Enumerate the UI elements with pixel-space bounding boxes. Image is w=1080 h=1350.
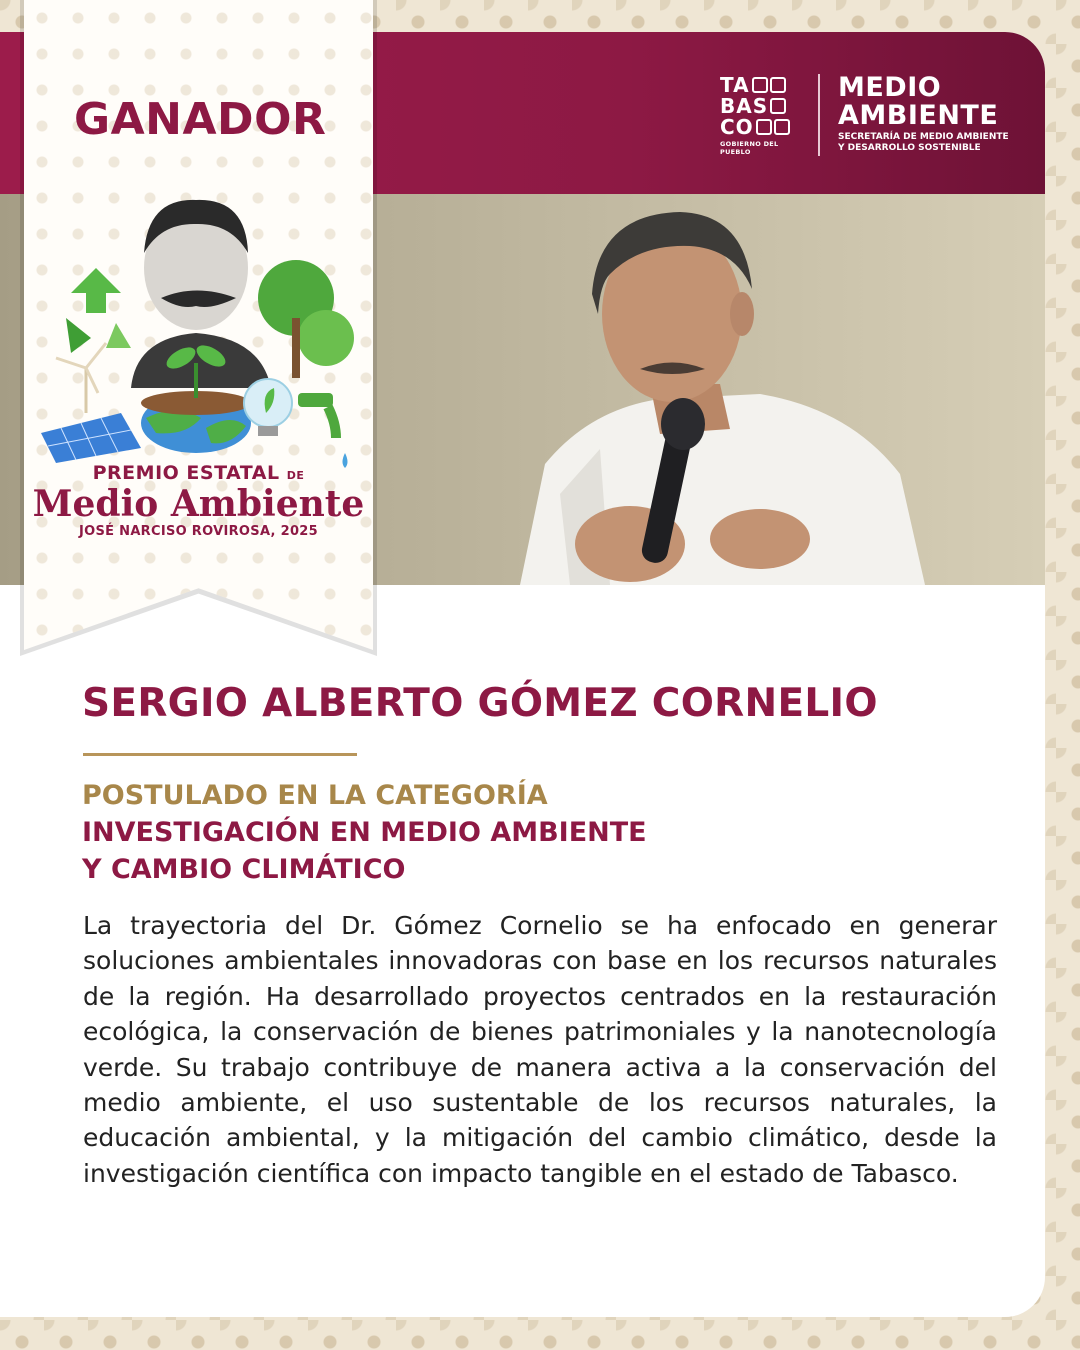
tabasco-logo-subtitle: GOBIERNO DEL PUEBLO — [720, 140, 779, 156]
award-title-line1: PREMIO ESTATAL DE — [92, 462, 305, 484]
divider-rule — [83, 753, 357, 756]
pattern-tile-icon — [752, 77, 768, 93]
pattern-tile-icon — [770, 98, 786, 114]
winner-name: SERGIO ALBERTO GÓMEZ CORNELIO — [82, 681, 878, 726]
pattern-tile-icon — [774, 119, 790, 135]
winner-bio: La trayectoria del Dr. Gómez Cornelio se ha enfocado en generar soluciones ambientales innovadoras con base en los recursos naturales de la región. Ha desarrollado proyectos centrados en la restauración ecológica, la conservación de bienes patrimoniales y la nanotecnología verde. Su trabajo contribuye de manera activa a la conservación del medio ambiente, el uso sustentable de los recursos naturales, la educación ambiental, y la mitigación del cambio climático, desde la investigación científica con impacto tangible en el estado de Tabasco. — [83, 911, 997, 1188]
secretaria-line1: SECRETARÍA DE MEDIO AMBIENTE — [838, 132, 1009, 142]
category-line3: Y CAMBIO CLIMÁTICO — [82, 854, 406, 885]
government-logos — [720, 74, 1009, 154]
winner-badge: GANADOR — [74, 94, 327, 145]
pattern-tile-icon — [770, 77, 786, 93]
award-illustration-icon — [36, 198, 361, 468]
tabasco-logo — [720, 74, 804, 156]
award-title-line3: JOSÉ NARCISO ROVIROSA, 2025 — [78, 524, 318, 539]
logo-divider — [818, 74, 820, 156]
award-title-line2: Medio Ambiente — [32, 483, 365, 525]
winner-category — [82, 777, 782, 888]
secretaria-line2: Y DESARROLLO SOSTENIBLE — [838, 143, 981, 153]
tabasco-logo-line2: BAS — [720, 93, 769, 118]
medio-ambiente-line2: AMBIENTE — [838, 100, 999, 131]
medio-ambiente-line1: MEDIO — [838, 72, 942, 103]
award-title — [24, 462, 373, 539]
tabasco-logo-line3: CO — [720, 114, 754, 139]
category-line1: POSTULADO EN LA CATEGORÍA — [82, 780, 548, 811]
pattern-tile-icon — [756, 119, 772, 135]
medio-ambiente-logo — [838, 74, 1009, 154]
category-line2: INVESTIGACIÓN EN MEDIO AMBIENTE — [82, 817, 647, 848]
tabasco-logo-line1: TA — [720, 72, 750, 97]
